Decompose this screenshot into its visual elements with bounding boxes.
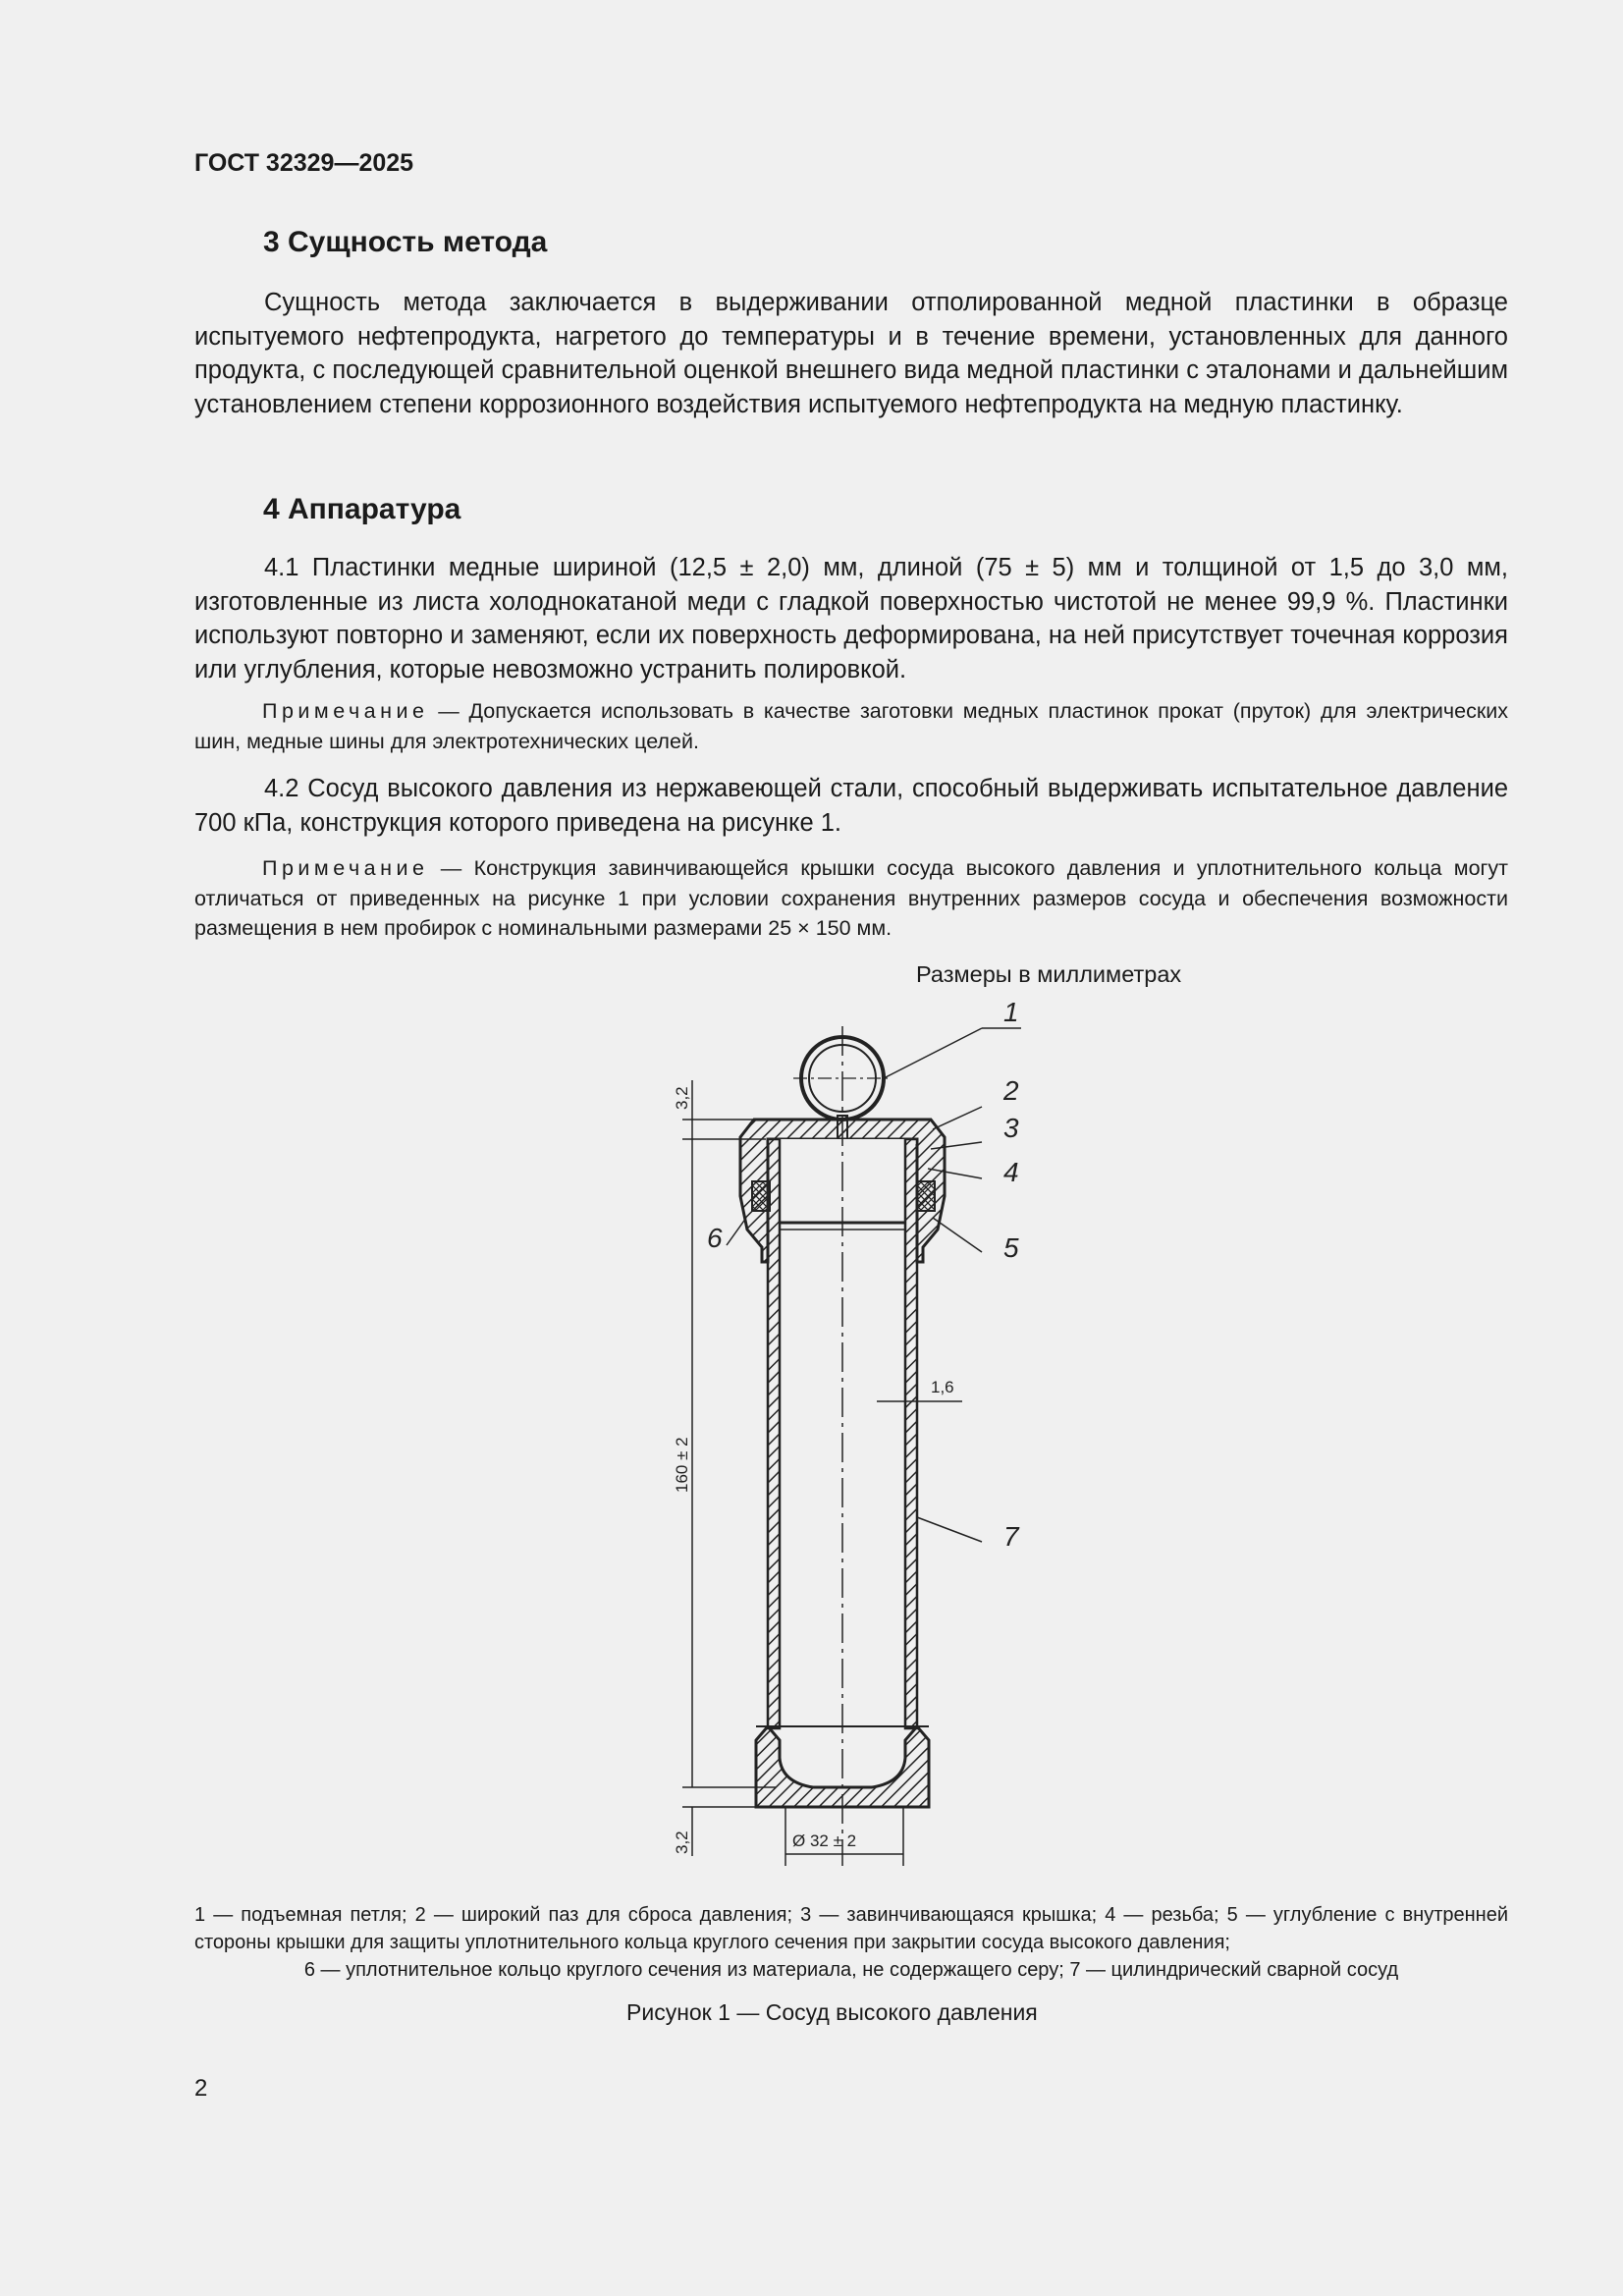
dimensions-note: Размеры в миллиметрах xyxy=(916,961,1182,987)
note-2-text: — Конструкция завинчивающейся крышки сосуда высокого давления и уплотнительного кольца могут отличаться от приведенных на рисунке 1 при условии сохранения внутренних размеров сосуда и обеспечения возможности размещения в нем пробирок с номинальными размерами 25 × 150 мм. xyxy=(194,856,1508,940)
label-2: 2 xyxy=(1003,1075,1019,1106)
dim-top: 3,2 xyxy=(673,1086,691,1110)
section-3-heading: 3 Сущность метода xyxy=(263,226,548,258)
page-number: 2 xyxy=(194,2075,208,2102)
seal-ring-right xyxy=(917,1181,935,1211)
dim-height: 160 ± 2 xyxy=(673,1437,691,1493)
paragraph-4-2: 4.2 Сосуд высокого давления из нержавеющей стали, способный выдерживать испытательное давление 700 кПа, конструкция которого приведена на рисунке 1. xyxy=(194,775,1508,837)
dimension-lines xyxy=(682,1028,1021,1866)
document-header: ГОСТ 32329—2025 xyxy=(194,149,414,177)
legend-line-1: 1 — подъемная петля; 2 — широкий паз для сброса давления; 3 — завинчивающаяся крышка; 4 — резьба; 5 — углубление с внутренней стороны крышки для защиты уплотнительного кольца круглого сечения при закрытии сосуда высокого давления; xyxy=(194,1904,1508,1953)
figure-legend xyxy=(194,1901,1508,1984)
figure-title: Рисунок 1 — Сосуд высокого давления xyxy=(626,1999,1038,2025)
dim-bottom: 3,2 xyxy=(673,1831,691,1854)
dim-wall: 1,6 xyxy=(931,1378,954,1396)
section-3-paragraph: Сущность метода заключается в выдерживании отполированной медной пластинки в образце испытуемого нефтепродукта, нагретого до температуры и в течение времени, установленных для данного продукта, с последующей сравнительной оценкой внешнего вида медной пластинки с эталонами и дальнейшим установлением степени коррозионного воздействия испытуемого нефтепродукта на медную пластинку. xyxy=(194,289,1508,418)
label-5: 5 xyxy=(1003,1232,1019,1263)
section-4-heading: 4 Аппаратура xyxy=(263,493,461,525)
label-4: 4 xyxy=(1003,1157,1019,1187)
note-2-label: Примечание xyxy=(262,856,429,880)
label-1: 1 xyxy=(1003,997,1019,1027)
paragraph-4-1: 4.1 Пластинки медные шириной (12,5 ± 2,0) мм, длиной (75 ± 5) мм и толщиной от 1,5 до 3,0 мм, изготовленные из листа холоднокатаной меди с гладкой поверхностью чистотой не менее 99,9 %. Пластинки используют повторно и заменяют, если их поверхность деформирована, на ней присутствует точечная коррозия или углубления, которые невозможно устранить полировкой. xyxy=(194,554,1508,683)
label-6: 6 xyxy=(707,1223,723,1253)
label-7: 7 xyxy=(1003,1521,1019,1552)
label-3: 3 xyxy=(1003,1113,1019,1143)
legend-line-2: 6 — уплотнительное кольцо круглого сечения из материала, не содержащего серу; 7 — цилиндрический сварной сосуд xyxy=(303,1959,1399,1981)
note-1-label: Примечание xyxy=(262,699,429,723)
dim-diameter: Ø 32 ± 2 xyxy=(792,1831,857,1850)
note-1-text: — Допускается использовать в качестве заготовки медных пластинок прокат (пруток) для электрических шин, медные шины для электротехнических целей. xyxy=(194,699,1508,753)
